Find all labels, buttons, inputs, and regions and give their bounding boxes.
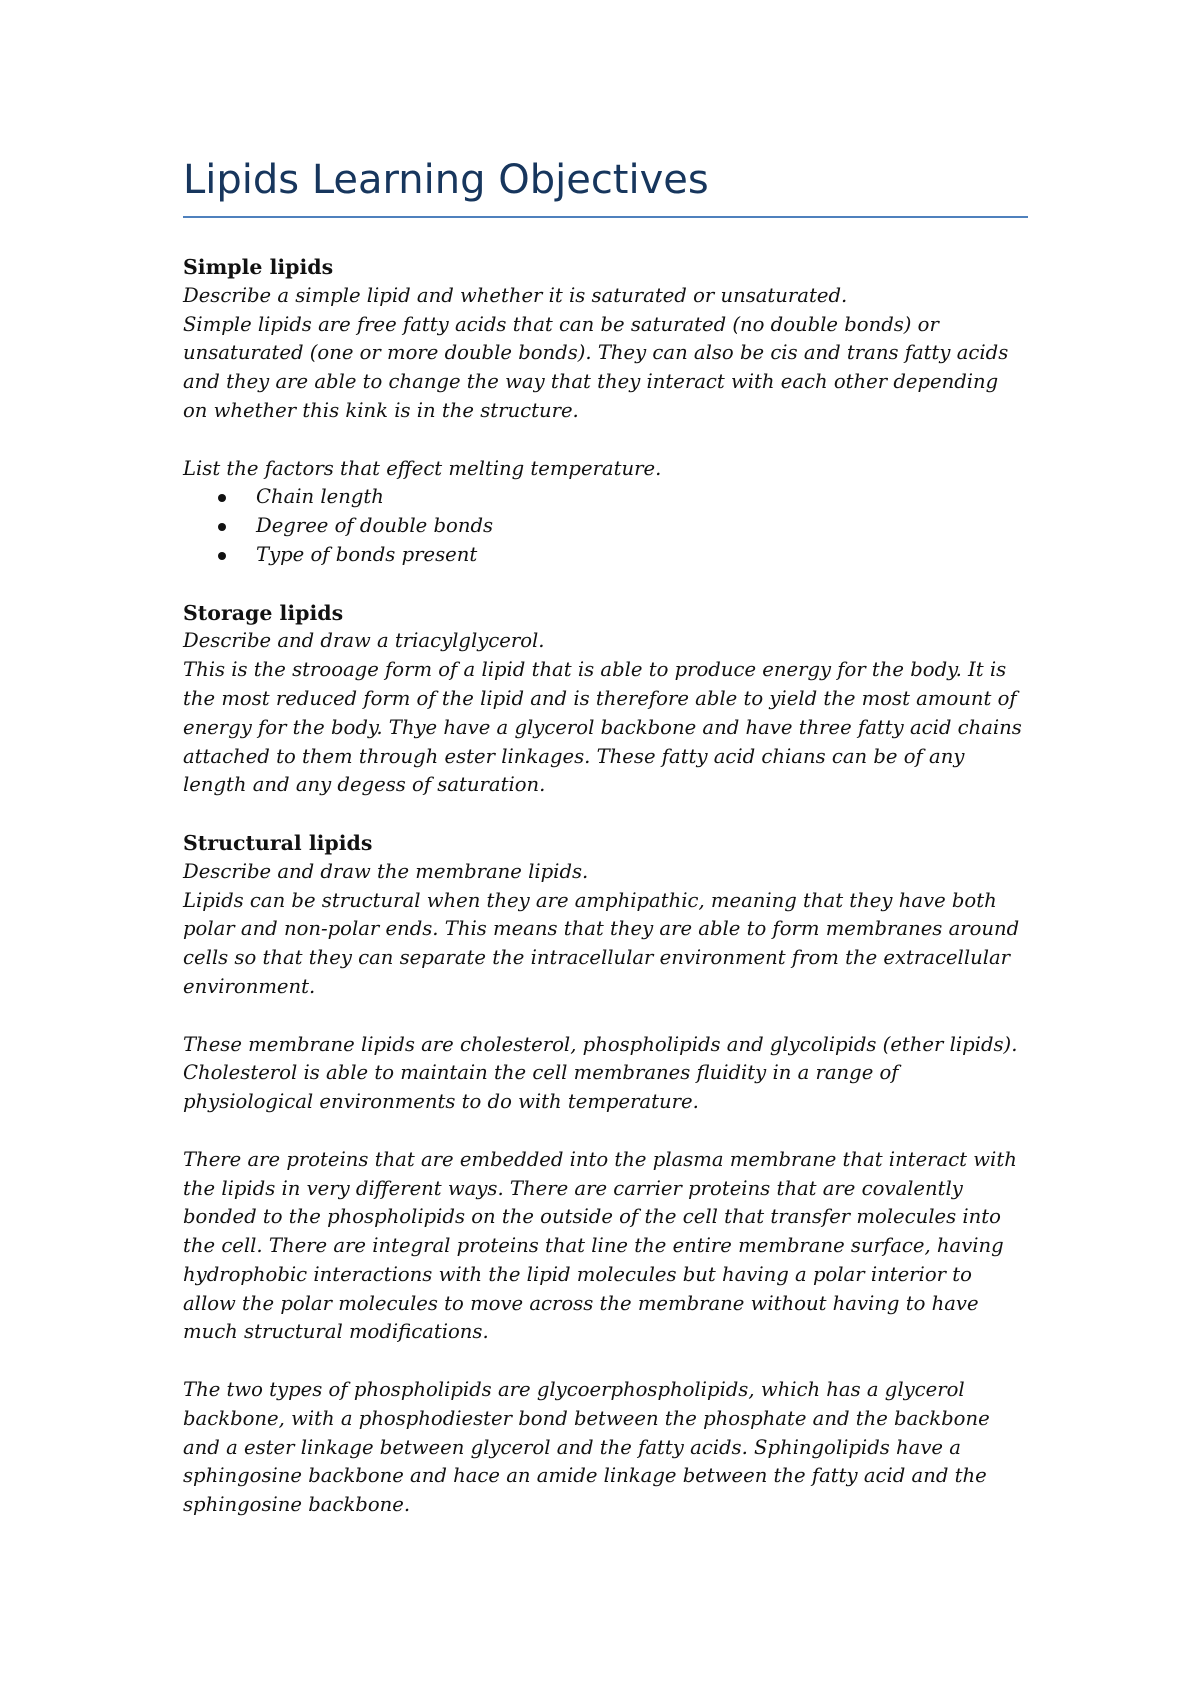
list-item (183, 512, 1028, 541)
paragraph-gap (183, 1347, 1028, 1376)
body-paragraph: The two types of phospholipids are glycoerphospholipids, which has a glycerol backbone, with a phosphodiester bond between the phosphate and the backbone and a ester linkage between glycerol and the fatty acids. Sphingolipids have a sphingosine backbone and hace an amide linkage between the fatty acid and the sphingosine backbone. (183, 1378, 990, 1517)
bullet-icon (218, 494, 226, 502)
paragraph-gap (183, 800, 1028, 829)
title-divider (183, 216, 1028, 218)
objective-question: Describe and draw the membrane lipids. (183, 859, 589, 883)
objective-question: List the factors that effect melting temperature. (183, 456, 662, 480)
bullet-icon (218, 552, 226, 560)
objective-question: Describe a simple lipid and whether it is saturated or unsaturated. (183, 283, 848, 307)
list-item (183, 541, 1028, 570)
page-title: Lipids Learning Objectives (183, 157, 709, 203)
paragraph-gap (183, 1117, 1028, 1146)
objective-answer: Lipids can be structural when they are amphipathic, meaning that they have both polar and non-polar ends. This means that they are able to form membranes around cells so that they can separate the intracellular environment from the extracellular environment. (183, 888, 1020, 998)
section-heading: Storage lipids (183, 600, 344, 625)
objective-question: Describe and draw a triacylglycerol. (183, 629, 545, 653)
objective-answer: Simple lipids are free fatty acids that can be saturated (no double bonds) or unsaturated (one or more double bonds). They can also be cis and trans fatty acids and they are able to change the way that they interact with each other depending on whether this kink is in the structure. (183, 312, 1009, 422)
list-item-text: Type of bonds present (256, 542, 478, 566)
body-paragraph: There are proteins that are embedded into the plasma membrane that interact with the lipids in very different ways. There are carrier proteins that are covalently bonded to the phospholipids on the outside of the cell that transfer molecules into the cell. There are integral proteins that line the entire membrane surface, having hydrophobic interactions with the lipid molecules but having a polar interior to allow the polar molecules to move across the membrane without having to have much structural modifications. (183, 1147, 1017, 1344)
body-paragraph: These membrane lipids are cholesterol, phospholipids and glycolipids (ether lipids). Cholesterol is able to maintain the cell membranes fluidity in a range of physiological environments to do with temperature. (183, 1032, 1018, 1114)
list-item (183, 483, 1028, 512)
bullet-icon (218, 523, 226, 531)
section-storage-lipids (183, 599, 1028, 801)
paragraph-gap (183, 570, 1028, 599)
list-item-text: Degree of double bonds (256, 514, 494, 538)
list-item-text: Chain length (256, 485, 384, 509)
page-content (183, 150, 1028, 1520)
section-heading: Structural lipids (183, 830, 373, 855)
section-simple-lipids (183, 253, 1028, 570)
document-body (183, 253, 1028, 1520)
objective-answer: This is the strooage form of a lipid that is able to produce energy for the body. It is the most reduced form of the lipid and is therefore able to yield the most amount of energy for the body. Thye have a glycerol backbone and have three fatty acid chains attached to them through ester linkages. These fatty acid chians can be of any length and any degess of saturation. (183, 658, 1022, 797)
melting-factors-list (183, 483, 1028, 569)
paragraph-gap (183, 1002, 1028, 1031)
section-structural-lipids (183, 829, 1028, 1520)
section-heading: Simple lipids (183, 255, 334, 279)
paragraph-gap (183, 426, 1028, 455)
